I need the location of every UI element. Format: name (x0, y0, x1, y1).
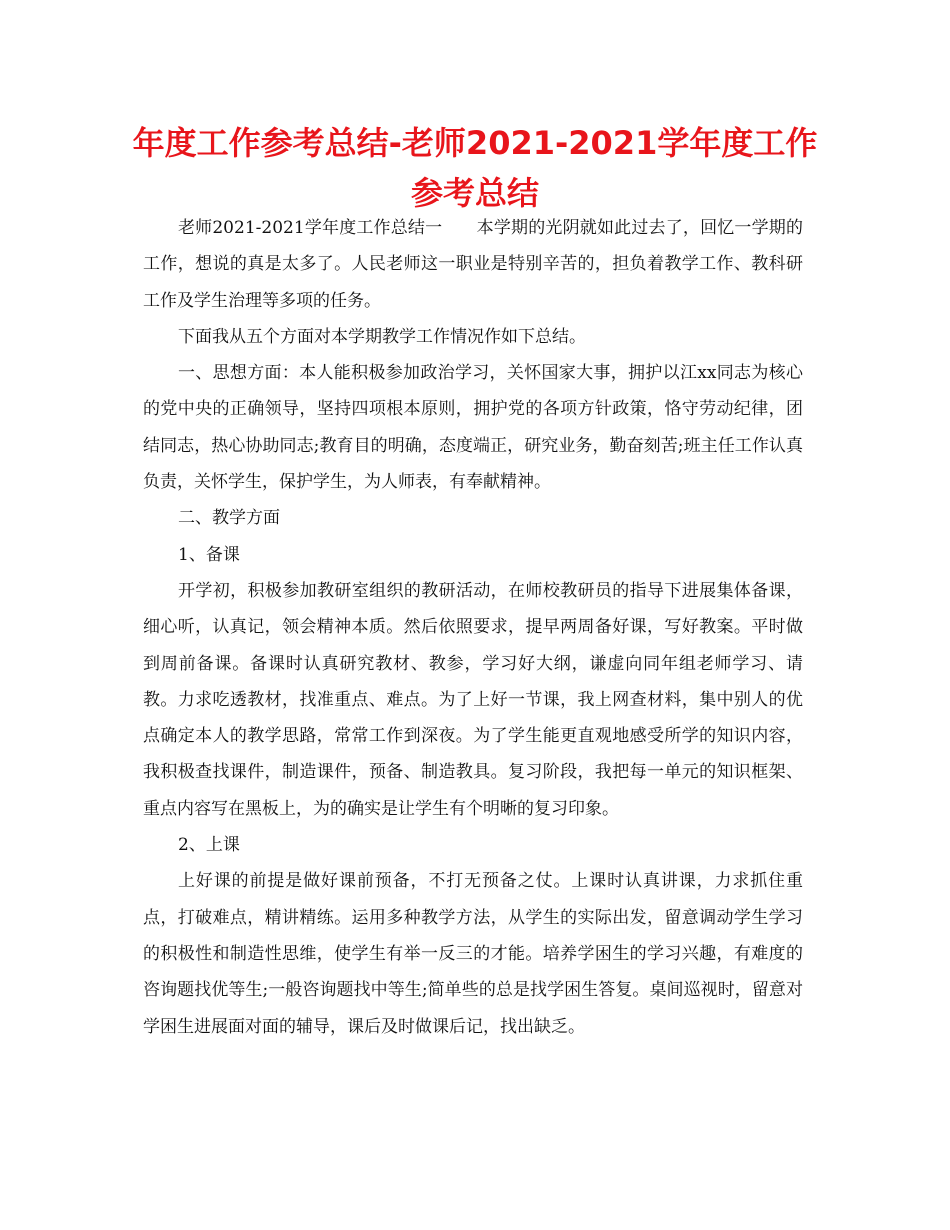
paragraph-ideology: 一、思想方面：本人能积极参加政治学习，关怀国家大事，拥护以江xx同志为核心的党中央的正确领导，坚持四项根本原则，拥护党的各项方针政策，恪守劳动纪律，团结同志，热心协助同志;教育目的明确，态度端正，研究业务，勤奋刻苦;班主任工作认真负责，关怀学生，保护学生，为人师表，有奉献精神。 (143, 363, 803, 493)
heading-teaching-class: 2、上课 (178, 835, 240, 856)
document-body (143, 210, 803, 1045)
paragraph-teaching-class: 上好课的前提是做好课前预备，不打无预备之仗。上课时认真讲课，力求抓住重点，打破难点，精讲精练。运用多种教学方法，从学生的实际出发，留意调动学生学习的积极性和制造性思维，使学生有举一反三的才能。培养学困生的学习兴趣，有难度的咨询题找优等生;一般咨询题找中等生;简单些的总是找学困生答复。桌间巡视时，留意对学困生进展面对面的辅导，课后及时做课后记，找出缺乏。 (143, 871, 803, 1037)
paragraph-lesson-prep: 开学初，积极参加教研室组织的教研活动，在师校教研员的指导下进展集体备课，细心听，认真记，领会精神本质。然后依照要求，提早两周备好课，写好教案。平时做到周前备课。备课时认真研究教材、教参，学习好大纲，谦虚向同年组老师学习、请教。力求吃透教材，找准重点、难点。为了上好一节课，我上网查材料，集中别人的优点确定本人的教学思路，常常工作到深夜。为了学生能更直观地感受所学的知识内容，我积极查找课件，制造课件，预备、制造教具。复习阶段，我把每一单元的知识框架、重点内容写在黑板上，为的确实是让学生有个明晰的复习印象。 (143, 580, 803, 819)
document-title: 年度工作参考总结-老师2021-2021学年度工作参考总结 (132, 124, 818, 212)
heading-teaching: 二、教学方面 (178, 508, 280, 529)
heading-lesson-prep: 1、备课 (178, 544, 240, 565)
paragraph-intro: 老师2021-2021学年度工作总结一 本学期的光阴就如此过去了，回忆一学期的工作，想说的真是太多了。人民老师这一职业是特别辛苦的，担负着教学工作、教科研工作及学生治理等多项的任务。 (143, 218, 803, 311)
paragraph-overview: 下面我从五个方面对本学期教学工作情况作如下总结。 (178, 326, 586, 347)
